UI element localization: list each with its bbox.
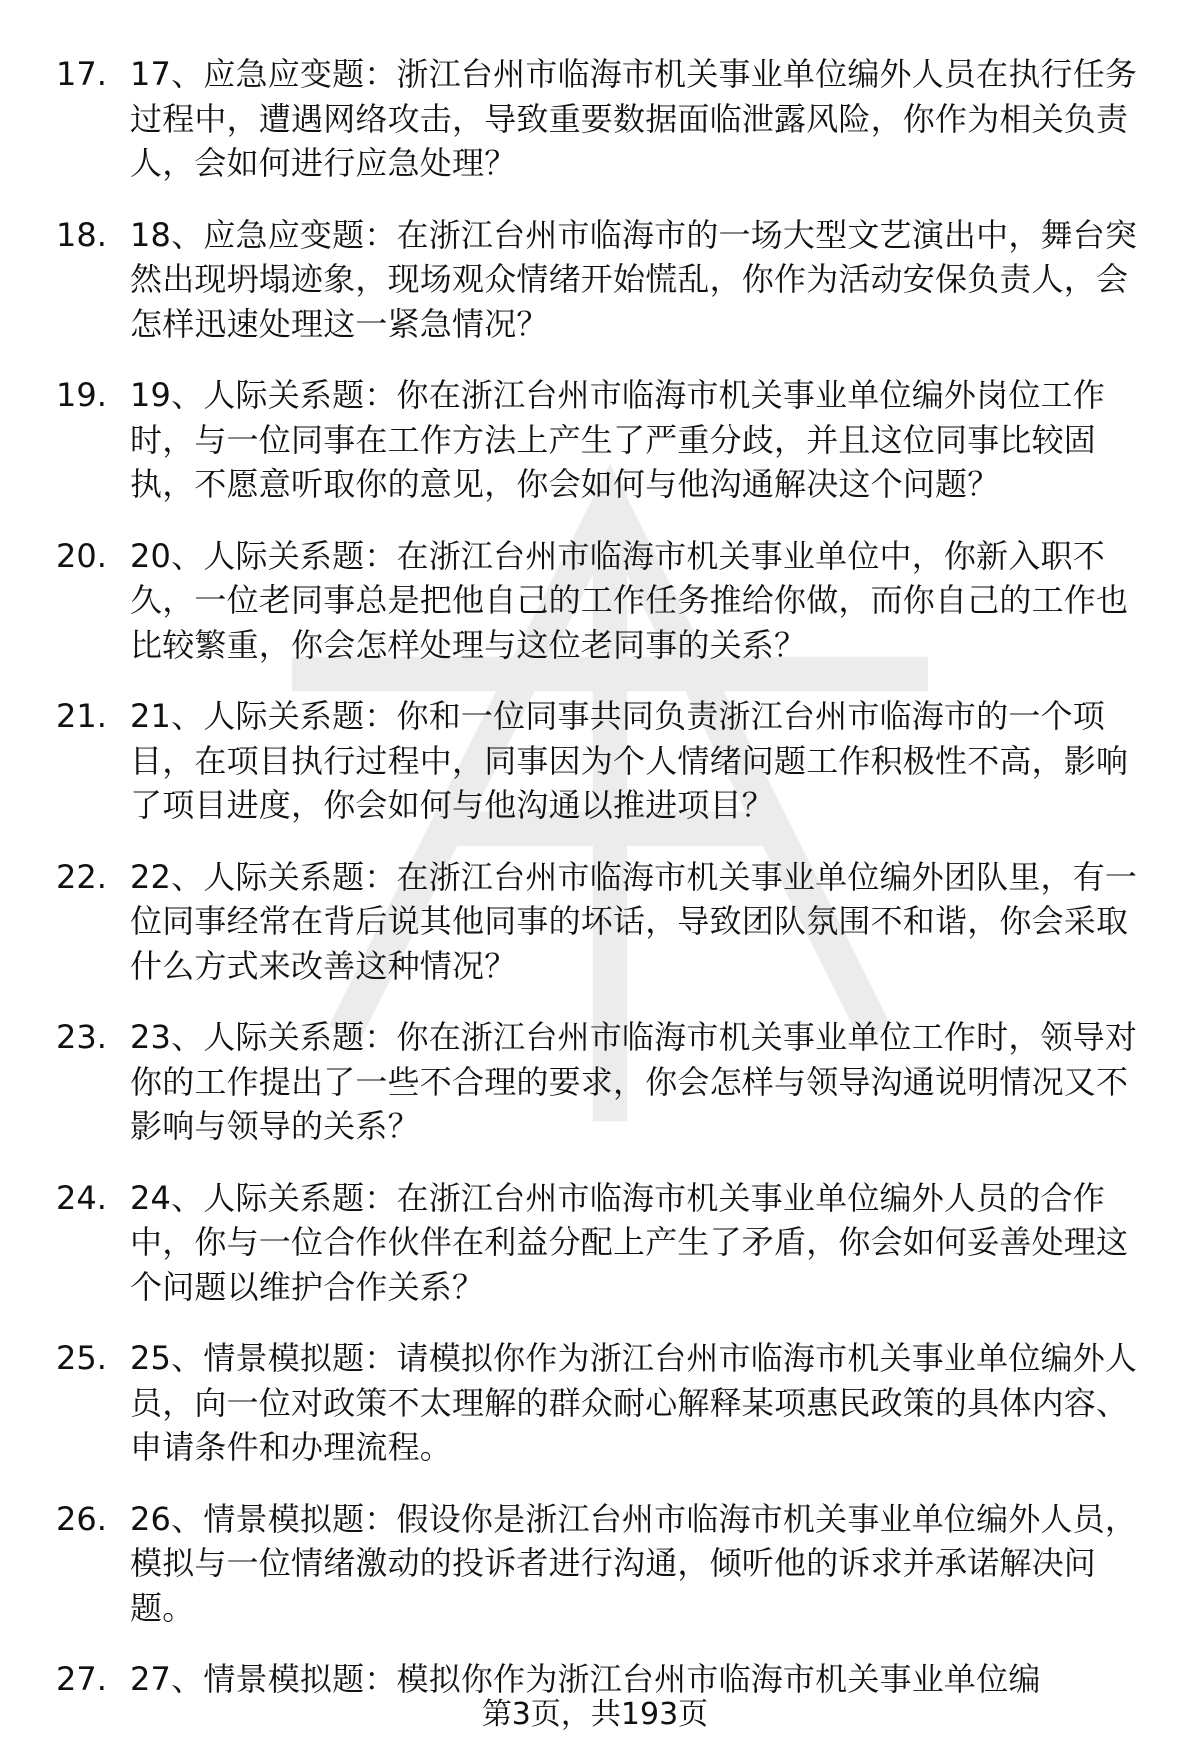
question-text: 19、人际关系题：你在浙江台州市临海市机关事业单位编外岗位工作时，与一位同事在工作方法上产生了严重分歧，并且这位同事比较固执，不愿意听取你的意见，你会如何与他沟通解决这个问题？ (130, 376, 1105, 503)
question-number: 20. (56, 536, 107, 575)
question-text: 27、情景模拟题：模拟你作为浙江台州市临海市机关事业单位编 (130, 1660, 1041, 1698)
question-item-21 (56, 694, 1156, 828)
question-number: 19. (56, 376, 107, 414)
question-item-20 (56, 534, 1156, 668)
question-number: 18. (56, 215, 107, 254)
question-text: 22、人际关系题：在浙江台州市临海市机关事业单位编外团队里，有一位同事经常在背后说其他同事的坏话，导致团队氛围不和谐，你会采取什么方式来改善这种情况？ (130, 857, 1138, 985)
question-list (56, 52, 1156, 1729)
question-item-18 (56, 213, 1156, 347)
question-item-25 (56, 1336, 1156, 1470)
question-item-24 (56, 1176, 1156, 1310)
question-number: 17. (56, 55, 107, 93)
question-number: 25. (56, 1339, 107, 1377)
question-text: 25、情景模拟题：请模拟你作为浙江台州市临海市机关事业单位编外人员，向一位对政策不太理解的群众耐心解释某项惠民政策的具体内容、申请条件和办理流程。 (130, 1339, 1138, 1466)
page-footer (0, 1695, 1190, 1735)
question-number: 27. (56, 1660, 107, 1698)
question-number: 24. (56, 1178, 107, 1217)
question-number: 22. (56, 857, 107, 896)
question-number: 21. (56, 697, 107, 735)
question-item-23 (56, 1015, 1156, 1149)
question-text: 20、人际关系题：在浙江台州市临海市机关事业单位中，你新入职不久，一位老同事总是把他自己的工作任务推给你做，而你自己的工作也比较繁重，你会怎样处理与这位老同事的关系？ (130, 536, 1129, 664)
question-item-22 (56, 855, 1156, 989)
page-number-label: 第3页，共193页 (481, 1697, 709, 1732)
question-item-19 (56, 373, 1156, 507)
question-text: 24、人际关系题：在浙江台州市临海市机关事业单位编外人员的合作中，你与一位合作伙伴在利益分配上产生了矛盾，你会如何妥善处理这个问题以维护合作关系？ (130, 1178, 1129, 1306)
question-item-17 (56, 52, 1156, 186)
question-text: 18、应急应变题：在浙江台州市临海市的一场大型文艺演出中，舞台突然出现坍塌迹象，现场观众情绪开始慌乱，你作为活动安保负责人，会怎样迅速处理这一紧急情况？ (130, 215, 1138, 343)
question-number: 23. (56, 1018, 107, 1056)
question-number: 26. (56, 1499, 107, 1538)
question-text: 26、情景模拟题：假设你是浙江台州市临海市机关事业单位编外人员，模拟与一位情绪激动的投诉者进行沟通，倾听他的诉求并承诺解决问题。 (130, 1499, 1138, 1627)
question-text: 17、应急应变题：浙江台州市临海市机关事业单位编外人员在执行任务过程中，遭遇网络攻击，导致重要数据面临泄露风险，你作为相关负责人，会如何进行应急处理？ (130, 55, 1138, 182)
question-text: 23、人际关系题：你在浙江台州市临海市机关事业单位工作时，领导对你的工作提出了一些不合理的要求，你会怎样与领导沟通说明情况又不影响与领导的关系？ (130, 1018, 1138, 1145)
question-text: 21、人际关系题：你和一位同事共同负责浙江台州市临海市的一个项目，在项目执行过程中，同事因为个人情绪问题工作积极性不高，影响了项目进度，你会如何与他沟通以推进项目？ (130, 697, 1129, 824)
question-item-26 (56, 1497, 1156, 1631)
